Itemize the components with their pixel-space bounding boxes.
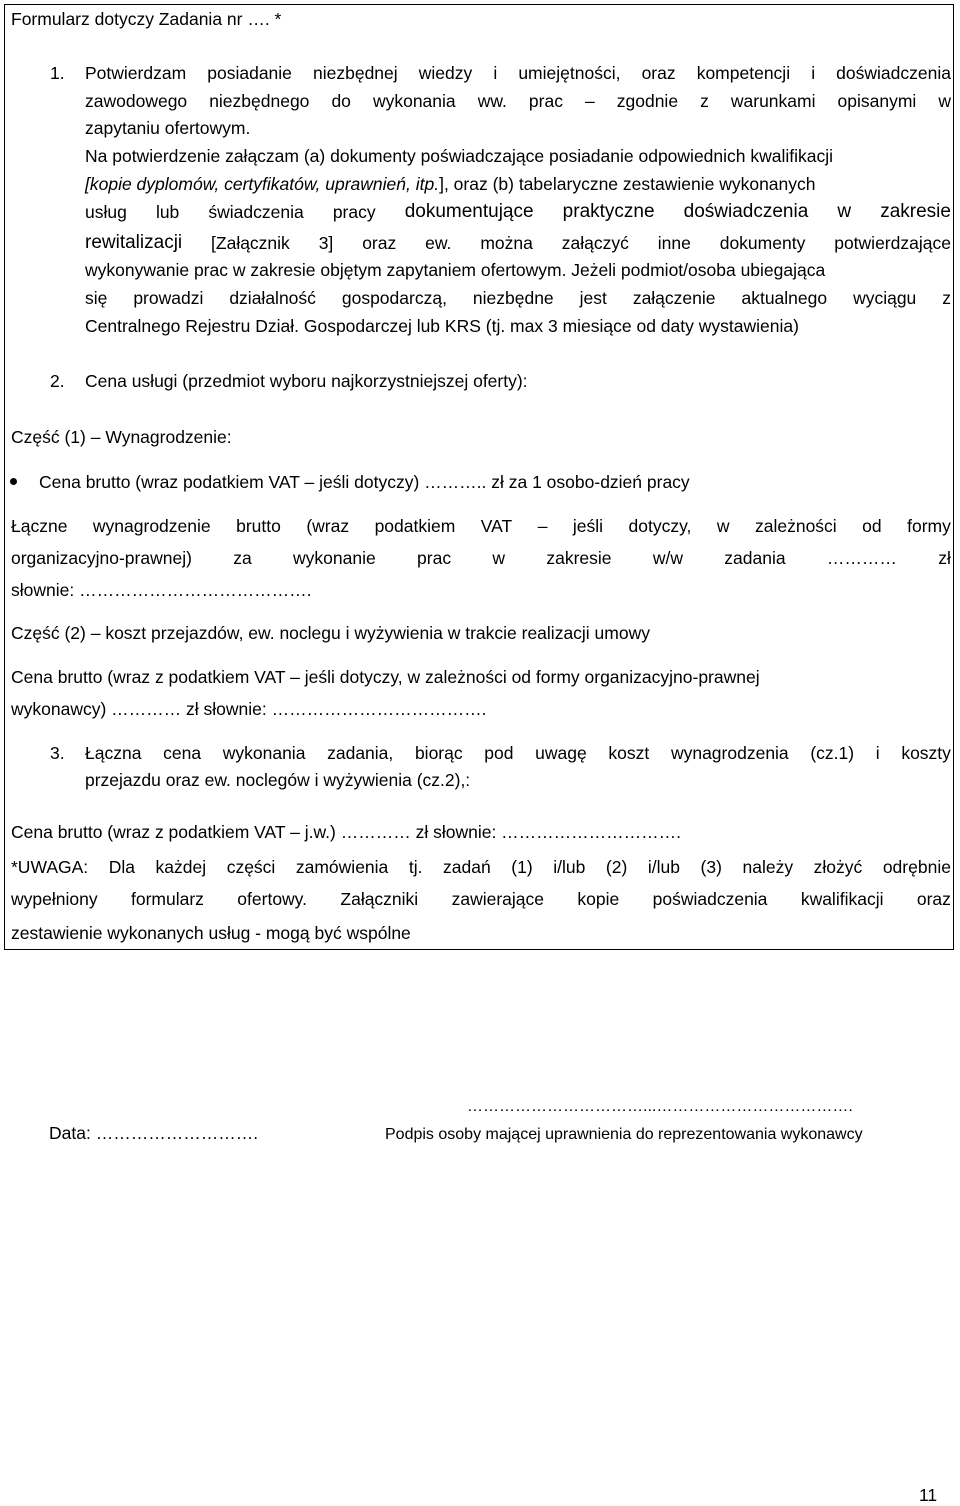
part1-total-line1: Łączne wynagrodzenie brutto (wraz podatkiem VAT – jeśli dotyczy, w zależności od formy — [11, 516, 951, 536]
signature-dots: ……………………………...………………………………. — [467, 1098, 853, 1115]
part1-total-line2: organizacyjno-prawnej) za wykonanie prac w zakresie w/w zadania ………… zł — [11, 548, 951, 568]
item1-number: 1. — [50, 63, 65, 83]
note-line2: wypełniony formularz ofertowy. Załączniki zawierające kopie poświadczenia kwalifikacji oraz — [11, 889, 951, 909]
item1-line8: wykonywanie prac w zakresie objętym zapytaniem ofertowym. Jeżeli podmiot/osoba ubiegająca — [85, 260, 826, 280]
item2-number: 2. — [50, 371, 65, 391]
bullet-dot — [10, 478, 17, 485]
item3-line2: przejazdu oraz ew. noclegów i wyżywienia (cz.2),: — [85, 770, 471, 790]
part1-total-line3: słownie: …………………………………. — [11, 580, 312, 600]
item2-text: Cena usługi (przedmiot wyboru najkorzystniejszej oferty): — [85, 371, 528, 391]
item1-line4: Na potwierdzenie załączam (a) dokumenty poświadczające posiadanie odpowiednich kwalifikacji — [85, 146, 834, 166]
item1-line6: usług lub świadczenia pracy dokumentujące praktyczne doświadczenia w zakresie — [85, 201, 951, 222]
note-line3: zestawienie wykonanych usług - mogą być wspólne — [11, 923, 411, 943]
part1-bullet: Cena brutto (wraz podatkiem VAT – jeśli dotyczy) ……….. zł za 1 osobo-dzień pracy — [39, 472, 690, 492]
item1-line7: rewitalizacji [Załącznik 3] oraz ew. można załączyć inne dokumenty potwierdzające — [85, 232, 951, 253]
part1-heading: Część (1) – Wynagrodzenie: — [11, 427, 232, 447]
item3-number: 3. — [50, 743, 65, 763]
form-title: Formularz dotyczy Zadania nr …. * — [11, 9, 282, 29]
total-price: Cena brutto (wraz z podatkiem VAT – j.w.) ………… zł słownie: …………………………. — [11, 822, 682, 842]
date-field: Data: ………………………. — [49, 1123, 259, 1143]
note-line1: *UWAGA: Dla każdej części zamówienia tj. zadań (1) i/lub (2) i/lub (3) należy złożyć odrębnie — [11, 857, 951, 877]
item1-line10: Centralnego Rejestru Dział. Gospodarczej lub KRS (tj. max 3 miesiące od daty wystawienia) — [85, 316, 799, 336]
item1-line5: [kopie dyplomów, certyfikatów, uprawnień, itp.], oraz (b) tabelaryczne zestawienie wykonanych — [85, 174, 816, 194]
page-number: 11 — [919, 1485, 938, 1505]
item1-line1: Potwierdzam posiadanie niezbędnej wiedzy i umiejętności, oraz kompetencji i doświadczenia — [85, 63, 951, 83]
part2-heading: Część (2) – koszt przejazdów, ew. noclegu i wyżywienia w trakcie realizacji umowy — [11, 623, 650, 643]
signature-caption: Podpis osoby mającej uprawnienia do reprezentowania wykonawcy — [385, 1126, 863, 1143]
part2-line1: Cena brutto (wraz z podatkiem VAT – jeśli dotyczy, w zależności od formy organizacyjno-prawnej — [11, 667, 760, 687]
item1-line3: zapytaniu ofertowym. — [85, 118, 251, 138]
item1-line9: się prowadzi działalność gospodarczą, niezbędne jest załączenie aktualnego wyciągu z — [85, 288, 951, 308]
item3-line1: Łączna cena wykonania zadania, biorąc pod uwagę koszt wynagrodzenia (cz.1) i koszty — [85, 743, 951, 763]
part2-line2: wykonawcy) ………… zł słownie: ………………………………. — [11, 699, 487, 719]
item1-line2: zawodowego niezbędnego do wykonania ww. prac – zgodnie z warunkami opisanymi w — [85, 91, 951, 111]
